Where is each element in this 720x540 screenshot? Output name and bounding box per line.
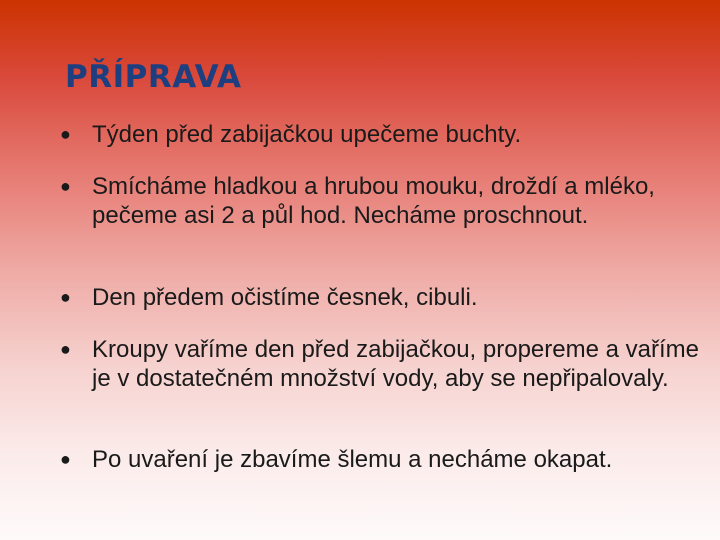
- bullet-icon: ●: [60, 287, 71, 307]
- bullet-text: Týden před zabijačkou upečeme buchty.: [92, 121, 522, 148]
- bullet-icon: ●: [60, 124, 71, 144]
- bullet-icon: ●: [60, 449, 71, 469]
- bullet-text: Kroupy vaříme den před zabijačkou, propereme a vaříme je v dostatečném množství vody, aby se nepřipalovaly.: [92, 336, 699, 392]
- bullet-item: [60, 445, 612, 474]
- bullet-item: [60, 335, 710, 393]
- bullet-item: [60, 172, 710, 230]
- bullet-item: [60, 120, 521, 149]
- bullet-icon: ●: [60, 176, 71, 196]
- bullet-icon: ●: [60, 339, 71, 359]
- slide-title: PŘÍPRAVA: [65, 59, 242, 95]
- bullet-item: [60, 283, 478, 312]
- bullet-text: Po uvaření je zbavíme šlemu a necháme okapat.: [92, 446, 613, 473]
- bullet-text: Smícháme hladkou a hrubou mouku, droždí a mléko, pečeme asi 2 a půl hod. Necháme proschnout.: [92, 173, 655, 229]
- bullet-text: Den předem očistíme česnek, cibuli.: [92, 284, 478, 311]
